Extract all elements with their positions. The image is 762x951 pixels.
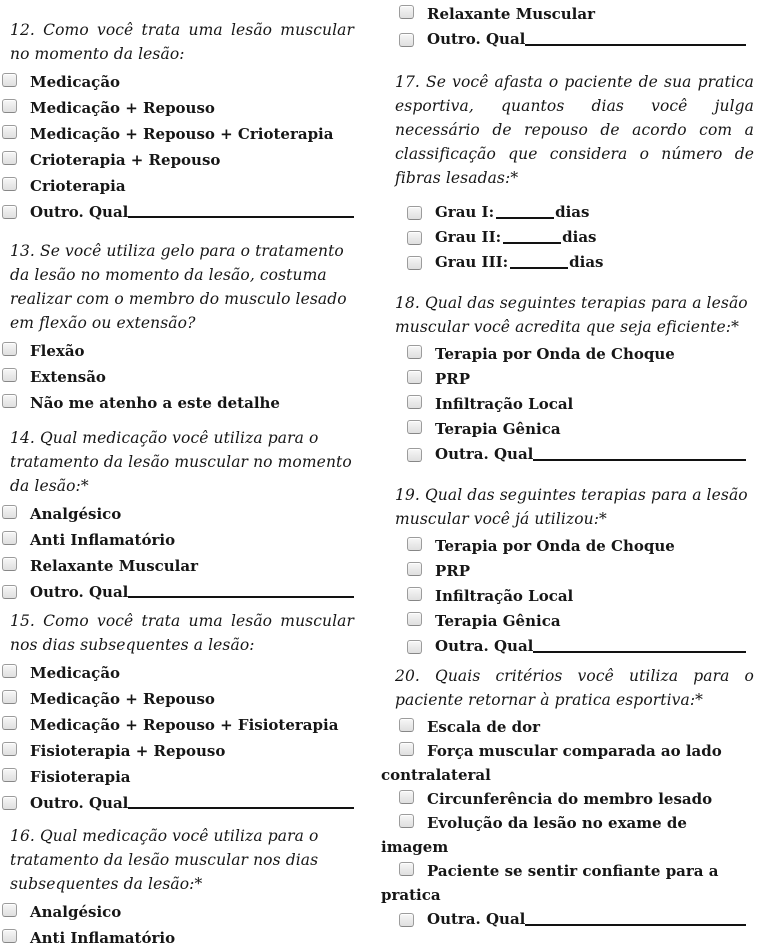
checkbox-icon[interactable] <box>407 448 422 462</box>
checkbox-option[interactable] <box>389 634 754 659</box>
option-label: Circunferência do membro lesado <box>427 790 713 808</box>
question-title: Como você trata uma lesão muscular no momento da lesão: <box>10 21 354 63</box>
checkbox-option[interactable] <box>2 390 354 416</box>
checkbox-icon[interactable] <box>399 718 414 732</box>
option-label: Outra. Qual <box>427 910 526 928</box>
option-label: Terapia por Onda de Choque <box>435 537 675 555</box>
checkbox-icon[interactable] <box>407 587 422 601</box>
option-label: Anti Inflamatório <box>30 929 176 947</box>
checkbox-option[interactable] <box>389 417 754 442</box>
checkbox-option[interactable] <box>381 859 754 907</box>
option-suffix: dias <box>569 253 604 271</box>
checkbox-option[interactable] <box>2 95 354 121</box>
checkbox-option[interactable] <box>2 764 354 790</box>
checkbox-icon[interactable] <box>407 562 422 576</box>
option-label: Medicação + Repouso + Crioterapia <box>30 125 334 143</box>
option-label: Medicação <box>30 664 121 682</box>
question-title: Se você utiliza gelo para o tratamento da lesão no momento da lesão, costuma realizar com o membro do musculo lesado em flexão ou extensão? <box>10 242 347 332</box>
checkbox-option[interactable] <box>389 342 754 367</box>
option-label: Anti Inflamatório <box>30 531 176 549</box>
option-label: Grau III: <box>435 253 509 271</box>
checkbox-option[interactable] <box>381 2 754 27</box>
option-label: Grau I: <box>435 203 495 221</box>
checkbox-icon[interactable] <box>407 206 422 220</box>
checkbox-icon[interactable] <box>2 690 17 704</box>
checkbox-option[interactable] <box>2 364 354 390</box>
checkbox-option[interactable] <box>389 225 754 250</box>
checkbox-option[interactable] <box>2 173 354 199</box>
answer-blank-line[interactable] <box>496 200 554 219</box>
question-title: Como você trata uma lesão muscular nos dias subsequentes a lesão: <box>10 612 354 654</box>
answer-blank-line[interactable] <box>510 250 568 269</box>
option-label: Infiltração Local <box>435 395 574 413</box>
checkbox-icon[interactable] <box>2 664 17 678</box>
checkbox-icon[interactable] <box>407 345 422 359</box>
left-column <box>0 0 374 951</box>
question-number: 14. <box>10 429 35 447</box>
checkbox-icon[interactable] <box>2 342 17 356</box>
question-17-text <box>381 70 754 190</box>
option-label: Escala de dor <box>427 718 541 736</box>
checkbox-option[interactable] <box>2 660 354 686</box>
answer-blank-line[interactable] <box>128 199 354 218</box>
option-label: Outro. Qual <box>30 794 129 812</box>
checkbox-option[interactable] <box>381 787 754 811</box>
question-18 <box>381 291 754 467</box>
checkbox-option[interactable] <box>381 739 754 787</box>
option-label: Força muscular comparada ao lado contralateral <box>381 742 722 784</box>
option-label: Crioterapia + Repouso <box>30 151 221 169</box>
answer-blank-line[interactable] <box>128 790 354 809</box>
question-20 <box>381 664 754 931</box>
checkbox-icon[interactable] <box>2 929 17 943</box>
option-label: Outra. Qual <box>435 637 534 655</box>
option-label: Analgésico <box>30 903 122 921</box>
checkbox-option[interactable] <box>389 200 754 225</box>
checkbox-option[interactable] <box>389 392 754 417</box>
question-16-continuation-options <box>381 2 754 52</box>
question-18-options <box>381 342 754 467</box>
checkbox-option[interactable] <box>381 907 754 931</box>
question-title: Qual das seguintes terapias para a lesão muscular você acredita que seja eficiente:* <box>395 294 748 336</box>
option-label: Paciente se sentir confiante para a pratica <box>381 862 719 904</box>
question-15 <box>2 609 354 816</box>
checkbox-icon[interactable] <box>407 537 422 551</box>
question-number: 13. <box>10 242 35 260</box>
option-label: Não me atenho a este detalhe <box>30 394 280 412</box>
question-14-options <box>2 501 354 605</box>
question-18-text <box>381 291 754 339</box>
question-12-text <box>2 18 354 66</box>
checkbox-icon[interactable] <box>2 585 17 599</box>
checkbox-icon[interactable] <box>399 814 414 828</box>
question-15-options <box>2 660 354 816</box>
question-number: 18. <box>395 294 420 312</box>
checkbox-icon[interactable] <box>2 742 17 756</box>
checkbox-option[interactable] <box>2 527 354 553</box>
checkbox-option[interactable] <box>2 69 354 95</box>
checkbox-icon[interactable] <box>2 557 17 571</box>
checkbox-option[interactable] <box>389 559 754 584</box>
answer-blank-line[interactable] <box>128 579 354 598</box>
checkbox-icon[interactable] <box>399 5 414 19</box>
question-title: Qual medicação você utiliza para o tratamento da lesão muscular nos dias subsequentes da lesão:* <box>10 827 319 893</box>
question-number: 15. <box>10 612 35 630</box>
option-label: Terapia Gênica <box>435 420 561 438</box>
question-title: Se você afasta o paciente de sua pratica esportiva, quantos dias você julga necessário de repouso de acordo com a classificação que considera o número de fibras lesadas:* <box>395 73 754 187</box>
checkbox-icon[interactable] <box>399 742 414 756</box>
checkbox-icon[interactable] <box>2 768 17 782</box>
checkbox-option[interactable] <box>389 442 754 467</box>
option-label: Grau II: <box>435 228 502 246</box>
option-label: Relaxante Muscular <box>427 5 596 23</box>
checkbox-option[interactable] <box>2 790 354 816</box>
checkbox-icon[interactable] <box>407 395 422 409</box>
checkbox-option[interactable] <box>389 609 754 634</box>
question-20-text <box>381 664 754 712</box>
checkbox-option[interactable] <box>2 899 354 925</box>
checkbox-icon[interactable] <box>2 716 17 730</box>
question-12 <box>2 18 354 225</box>
option-suffix: dias <box>555 203 590 221</box>
checkbox-option[interactable] <box>381 811 754 859</box>
question-15-text <box>2 609 354 657</box>
checkbox-icon[interactable] <box>2 125 17 139</box>
question-number: 12. <box>10 21 35 39</box>
checkbox-option[interactable] <box>2 121 354 147</box>
checkbox-icon[interactable] <box>2 177 17 191</box>
option-label: Relaxante Muscular <box>30 557 199 575</box>
answer-blank-line[interactable] <box>533 442 746 461</box>
checkbox-icon[interactable] <box>2 505 17 519</box>
checkbox-option[interactable] <box>389 534 754 559</box>
checkbox-option[interactable] <box>2 579 354 605</box>
question-17-options <box>381 200 754 275</box>
option-label: Extensão <box>30 368 106 386</box>
checkbox-option[interactable] <box>2 147 354 173</box>
question-14 <box>2 426 354 605</box>
checkbox-icon[interactable] <box>399 862 414 876</box>
option-label: Fisioterapia + Repouso <box>30 742 226 760</box>
checkbox-option[interactable] <box>2 553 354 579</box>
option-label: Outro. Qual <box>427 30 526 48</box>
checkbox-option[interactable] <box>381 715 754 739</box>
checkbox-icon[interactable] <box>399 913 414 927</box>
option-label: Crioterapia <box>30 177 126 195</box>
checkbox-option[interactable] <box>389 367 754 392</box>
checkbox-icon[interactable] <box>407 231 422 245</box>
question-title: Qual medicação você utiliza para o tratamento da lesão muscular no momento da lesão:* <box>10 429 352 495</box>
question-number: 20. <box>395 667 420 685</box>
checkbox-icon[interactable] <box>407 256 422 270</box>
checkbox-icon[interactable] <box>399 33 414 47</box>
checkbox-icon[interactable] <box>2 796 17 810</box>
option-label: PRP <box>435 370 471 388</box>
option-label: Outro. Qual <box>30 203 129 221</box>
question-number: 16. <box>10 827 35 845</box>
checkbox-option[interactable] <box>2 501 354 527</box>
option-label: Analgésico <box>30 505 122 523</box>
answer-blank-line[interactable] <box>525 907 746 926</box>
question-13 <box>2 239 354 416</box>
checkbox-option[interactable] <box>381 27 754 52</box>
option-label: Medicação + Repouso + Fisioterapia <box>30 716 339 734</box>
option-label: Medicação <box>30 73 121 91</box>
checkbox-option[interactable] <box>2 712 354 738</box>
option-label: PRP <box>435 562 471 580</box>
checkbox-icon[interactable] <box>2 394 17 408</box>
option-label: Flexão <box>30 342 85 360</box>
question-13-options <box>2 338 354 416</box>
checkbox-icon[interactable] <box>407 612 422 626</box>
checkbox-option[interactable] <box>2 686 354 712</box>
question-17 <box>381 70 754 275</box>
option-label: Outra. Qual <box>435 445 534 463</box>
option-label: Terapia Gênica <box>435 612 561 630</box>
checkbox-icon[interactable] <box>407 640 422 654</box>
checkbox-icon[interactable] <box>407 370 422 384</box>
option-label: Fisioterapia <box>30 768 131 786</box>
answer-blank-line[interactable] <box>503 225 561 244</box>
checkbox-option[interactable] <box>2 925 354 951</box>
question-19 <box>381 483 754 659</box>
option-label: Evolução da lesão no exame de imagem <box>381 814 687 856</box>
question-title: Qual das seguintes terapias para a lesão muscular você já utilizou:* <box>395 486 748 528</box>
right-column <box>381 0 762 951</box>
question-19-options <box>381 534 754 659</box>
question-16-continuation <box>381 2 754 52</box>
checkbox-icon[interactable] <box>2 151 17 165</box>
checkbox-icon[interactable] <box>2 531 17 545</box>
question-16-options <box>2 899 354 951</box>
checkbox-icon[interactable] <box>407 420 422 434</box>
answer-blank-line[interactable] <box>533 634 746 653</box>
question-16 <box>2 824 354 951</box>
question-14-text <box>2 426 354 498</box>
question-20-options <box>381 715 754 931</box>
checkbox-icon[interactable] <box>2 903 17 917</box>
question-19-text <box>381 483 754 531</box>
option-label: Medicação + Repouso <box>30 99 215 117</box>
option-label: Infiltração Local <box>435 587 574 605</box>
question-number: 17. <box>395 73 420 91</box>
checkbox-option[interactable] <box>2 738 354 764</box>
checkbox-option[interactable] <box>2 199 354 225</box>
option-suffix: dias <box>562 228 597 246</box>
answer-blank-line[interactable] <box>525 27 746 46</box>
checkbox-option[interactable] <box>2 338 354 364</box>
question-13-text <box>2 239 354 335</box>
question-number: 19. <box>395 486 420 504</box>
option-label: Outro. Qual <box>30 583 129 601</box>
checkbox-icon[interactable] <box>2 368 17 382</box>
checkbox-icon[interactable] <box>2 73 17 87</box>
question-16-text <box>2 824 354 896</box>
checkbox-option[interactable] <box>389 584 754 609</box>
checkbox-icon[interactable] <box>399 790 414 804</box>
question-title: Quais critérios você utiliza para o paciente retornar à pratica esportiva:* <box>395 667 754 709</box>
checkbox-icon[interactable] <box>2 205 17 219</box>
option-label: Medicação + Repouso <box>30 690 215 708</box>
option-label: Terapia por Onda de Choque <box>435 345 675 363</box>
checkbox-option[interactable] <box>389 250 754 275</box>
checkbox-icon[interactable] <box>2 99 17 113</box>
question-12-options <box>2 69 354 225</box>
